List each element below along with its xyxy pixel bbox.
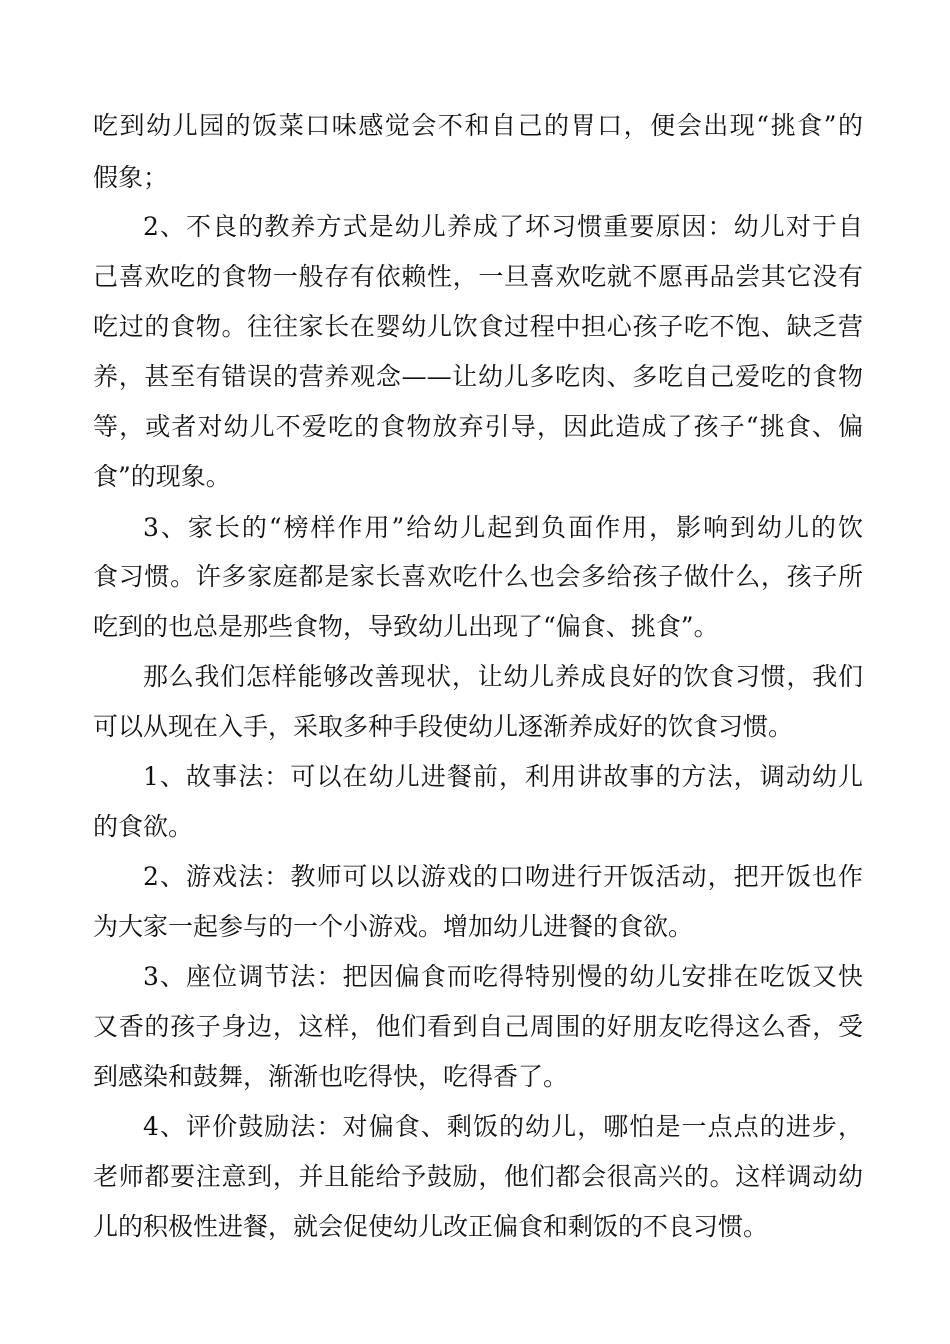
text-line: 吃过的食物。往往家长在婴幼儿饮食过程中担心孩子吃不饱、缺乏营 bbox=[93, 312, 863, 341]
text-line: 食习惯。许多家庭都是家长喜欢吃什么也会多给孩子做什么，孩子所 bbox=[93, 562, 863, 591]
text-line: 儿的积极性进餐，就会促使幼儿改正偏食和剩饭的不良习惯。 bbox=[93, 1212, 769, 1241]
paragraph-start-line: 那么我们怎样能够改善现状，让幼儿养成良好的饮食习惯，我们 bbox=[143, 662, 863, 691]
text-line: 养，甚至有错误的营养观念——让幼儿多吃肉、多吃自己爱吃的食物 bbox=[93, 362, 863, 391]
text-line: 等，或者对幼儿不爱吃的食物放弃引导，因此造成了孩子“挑食、偏 bbox=[93, 412, 863, 441]
text-line: 老师都要注意到，并且能给予鼓励，他们都会很高兴的。这样调动幼 bbox=[93, 1162, 863, 1191]
text-line: 的食欲。 bbox=[93, 812, 194, 841]
text-line: 吃到幼儿园的饭菜口味感觉会不和自己的胃口，便会出现“挑食”的 bbox=[93, 111, 863, 140]
paragraph-start-line: 1、故事法：可以在幼儿进餐前，利用讲故事的方法，调动幼儿 bbox=[143, 762, 863, 791]
paragraph-start-line: 2、游戏法：教师可以以游戏的口吻进行开饭活动，把开饭也作 bbox=[143, 862, 863, 891]
text-line: 吃到的也总是那些食物，导致幼儿出现了“偏食、挑食”。 bbox=[93, 612, 719, 641]
paragraph-start-line: 3、家长的“榜样作用”给幼儿起到负面作用，影响到幼儿的饮 bbox=[143, 513, 863, 542]
text-line: 己喜欢吃的食物一般存有依赖性，一旦喜欢吃就不愿再品尝其它没有 bbox=[93, 262, 863, 291]
text-line: 到感染和鼓舞，渐渐也吃得快，吃得香了。 bbox=[93, 1062, 569, 1091]
paragraph-start-line: 3、座位调节法：把因偏食而吃得特别慢的幼儿安排在吃饭又快 bbox=[143, 962, 863, 991]
paragraph-start-line: 2、不良的教养方式是幼儿养成了坏习惯重要原因：幼儿对于自 bbox=[143, 212, 863, 241]
text-line: 又香的孩子身边，这样，他们看到自己周围的好朋友吃得这么香，受 bbox=[93, 1012, 863, 1041]
text-line: 可以从现在入手，采取多种手段使幼儿逐渐养成好的饮食习惯。 bbox=[93, 712, 794, 741]
text-line: 食”的现象。 bbox=[93, 462, 231, 491]
text-line: 为大家一起参与的一个小游戏。增加幼儿进餐的食欲。 bbox=[93, 912, 694, 941]
text-line: 假象； bbox=[93, 163, 169, 192]
paragraph-start-line: 4、评价鼓励法：对偏食、剩饭的幼儿，哪怕是一点点的进步， bbox=[143, 1112, 863, 1141]
